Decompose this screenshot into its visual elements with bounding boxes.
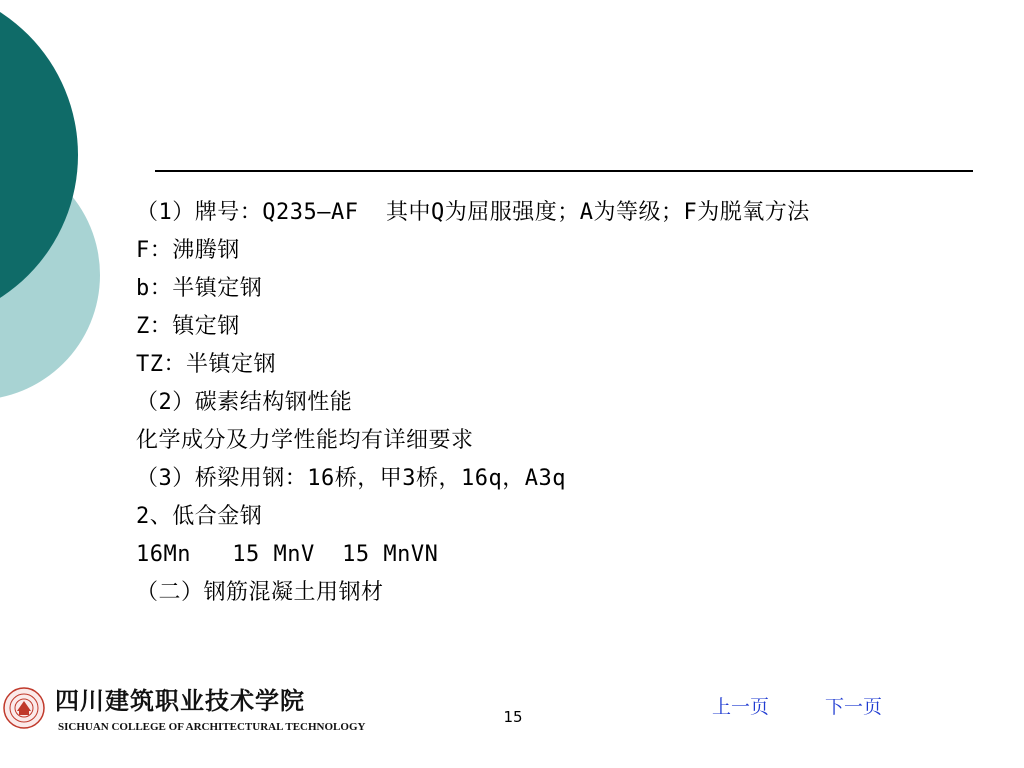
college-seal-icon bbox=[3, 687, 45, 729]
college-name-chinese: 四川建筑职业技术学院 bbox=[55, 686, 305, 715]
college-name-english: SICHUAN COLLEGE OF ARCHITECTURAL TECHNOLOGY bbox=[58, 721, 366, 733]
body-line: 16Mn 15 MnV 15 MnVN bbox=[136, 542, 439, 567]
body-line: TZ：半镇定钢 bbox=[136, 352, 276, 377]
body-line: （1）牌号：Q235—AF 其中Q为屈服强度；A为等级；F为脱氧方法 bbox=[136, 200, 810, 225]
body-line: F：沸腾钢 bbox=[136, 238, 240, 263]
body-line: （3）桥梁用钢：16桥，甲3桥，16q，A3q bbox=[136, 466, 566, 491]
body-line: b：半镇定钢 bbox=[136, 276, 263, 301]
page-number: 15 bbox=[503, 708, 523, 726]
body-line: 化学成分及力学性能均有详细要求 bbox=[136, 428, 474, 453]
slide-body bbox=[136, 194, 996, 612]
body-line: （二）钢筋混凝土用钢材 bbox=[136, 580, 384, 605]
next-page-link[interactable]: 下一页 bbox=[825, 696, 883, 718]
title-divider bbox=[155, 170, 973, 172]
body-line: 2、低合金钢 bbox=[136, 504, 263, 529]
body-line: Z：镇定钢 bbox=[136, 314, 240, 339]
college-logo bbox=[0, 683, 366, 743]
body-line: （2）碳素结构钢性能 bbox=[136, 390, 353, 415]
previous-page-link[interactable]: 上一页 bbox=[712, 696, 770, 718]
